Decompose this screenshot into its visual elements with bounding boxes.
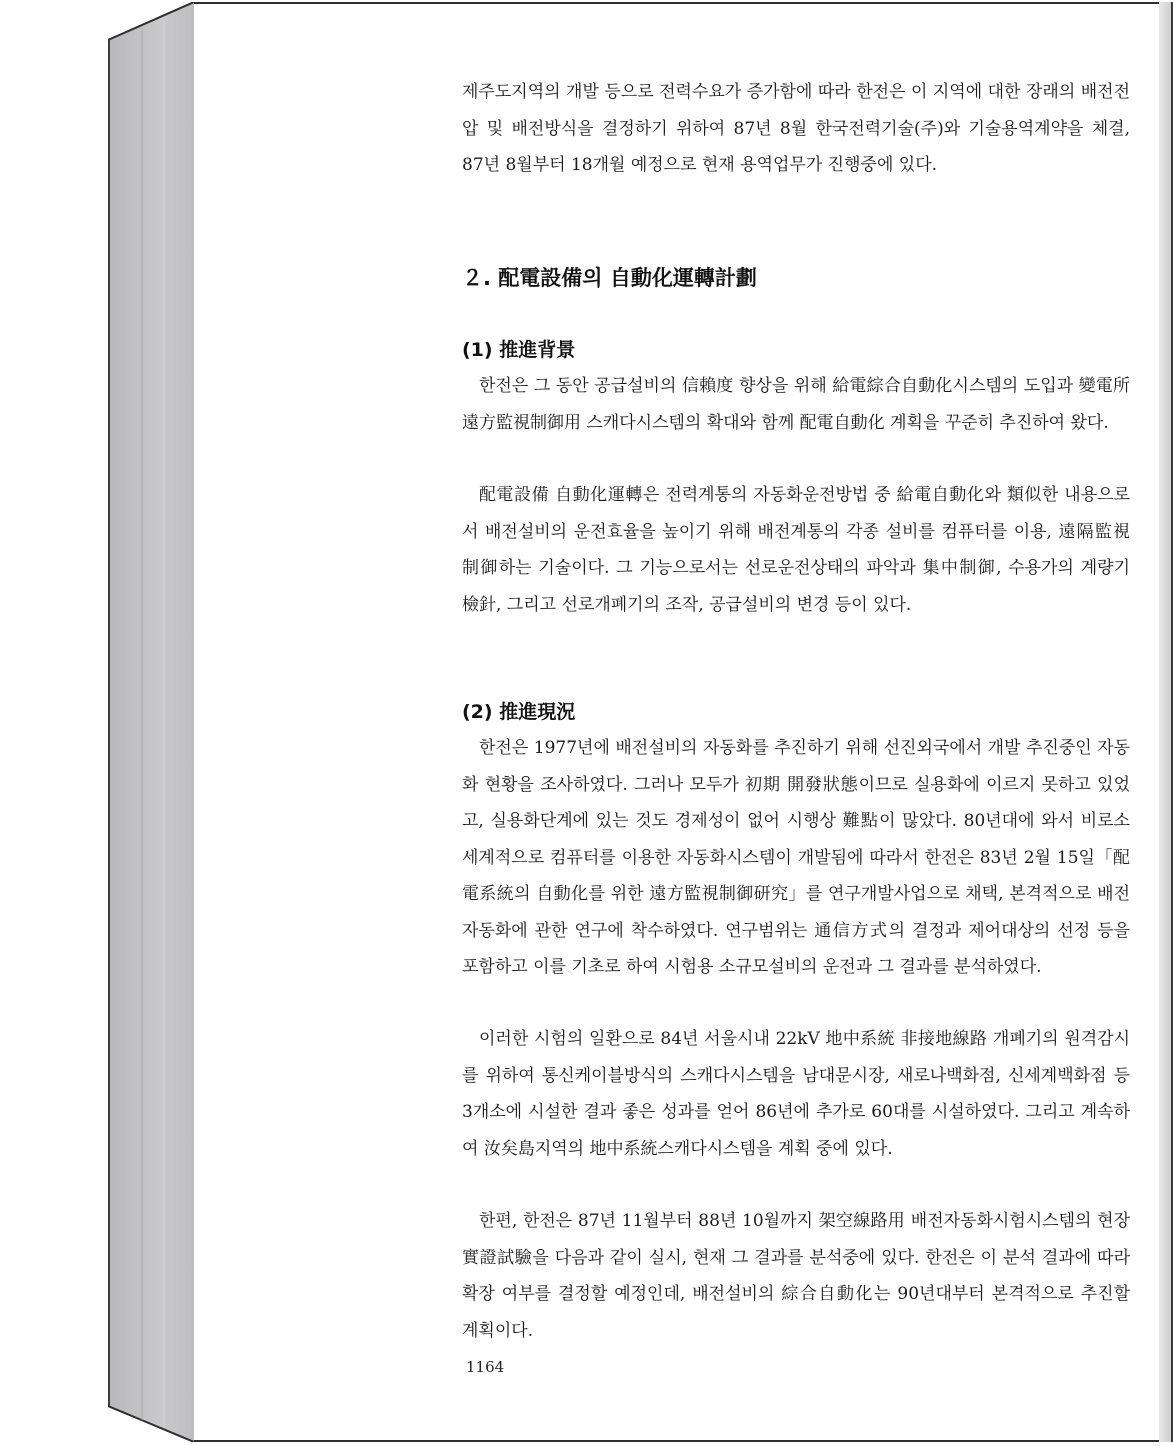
background-paragraph-1: 한전은 그 동안 공급설비의 信賴度 향상을 위해 給電綜合自動化시스템의 도입과 變電所 遠方監視制御用 스캐다시스템의 확대와 함께 配電自動化 계획을 꾸준히 추진하여 왔다.	[462, 376, 1130, 433]
subsection-title-status: (2) 推進現況	[462, 701, 576, 723]
background-paragraph-2: 配電設備 自動化運轉은 전력계통의 자동화운전방법 중 給電自動化와 類似한 내용으로서 배전설비의 운전효율을 높이기 위해 배전계통의 각종 설비를 컴퓨터를 이용, 遠隔監視制御하는 기술이다. 그 기능으로서는 선로운전상태의 파악과 集中制御, 수용가의 계량기 檢針, 그리고 선로개폐기의 조작, 공급설비의 변경 등이 있다.	[462, 485, 1130, 615]
page-edge	[1159, 2, 1173, 1442]
page-number: 1164	[466, 1358, 505, 1376]
status-paragraph-2: 이러한 시험의 일환으로 84년 서울시내 22kV 地中系統 非接地線路 개폐기의 원격감시를 위하여 통신케이블방식의 스캐다시스템을 남대문시장, 새로나백화점, 신세계백화점 등 3개소에 시설한 결과 좋은 성과를 얻어 86년에 추가로 60대를 시설하였다. 그리고 계속하여 汝矣島지역의 地中系統스캐다시스템을 계획 중에 있다.	[462, 1029, 1130, 1159]
section-title: ２. 配電設備의 自動化運轉計劃	[462, 266, 757, 290]
subsection-title-background: (1) 推進背景	[462, 339, 576, 361]
intro-paragraph: 제주도지역의 개발 등으로 전력수요가 증가함에 따라 한전은 이 지역에 대한 장래의 배전전압 및 배전방식을 결정하기 위하여 87년 8월 한국전력기술(주)와 기술용역계약을 체결, 87년 8월부터 18개월 예정으로 현재 용역업무가 진행중에 있다.	[462, 82, 1130, 175]
book-spine	[108, 2, 196, 1442]
status-paragraph-1: 한전은 1977년에 배전설비의 자동화를 추진하기 위해 선진외국에서 개발 추진중인 자동화 현황을 조사하였다. 그러나 모두가 初期 開發狀態이므로 실용화에 이르지 못하고 있었고, 실용화단계에 있는 것도 경제성이 없어 시행상 難點이 많았다. 80년대에 와서 비로소 세계적으로 컴퓨터를 이용한 자동화시스템이 개발됨에 따라서 한전은 83년 2월 15일「配電系統의 自動化를 위한 遠方監視制御研究」를 연구개발사업으로 채택, 본격적으로 배전자동화에 관한 연구에 착수하였다. 연구범위는 通信方式의 결정과 제어대상의 선정 등을 포함하고 이를 기초로 하여 시험용 소규모설비의 운전과 그 결과를 분석하였다.	[462, 738, 1130, 977]
status-paragraph-3: 한편, 한전은 87년 11월부터 88년 10월까지 架空線路用 배전자동화시험시스템의 현장 實證試驗을 다음과 같이 실시, 현재 그 결과를 분석중에 있다. 한전은 이 분석 결과에 따라 확장 여부를 결정할 예정인데, 배전설비의 綜合自動化는 90년대부터 본격적으로 추진할 계획이다.	[462, 1211, 1130, 1341]
